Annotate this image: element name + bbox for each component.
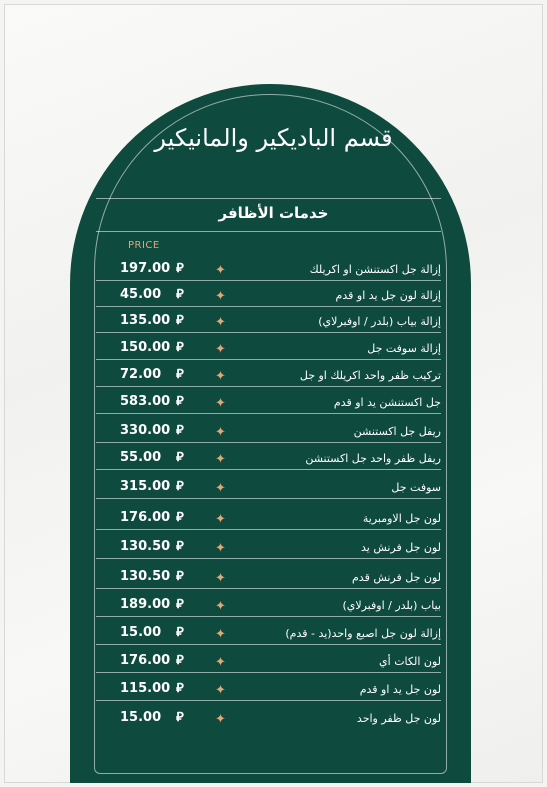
riyal-currency-icon: ⃁ <box>176 681 183 696</box>
service-name: إزالة بياب (بلدر / اوفبرلاي) <box>318 315 441 328</box>
riyal-currency-icon: ⃁ <box>176 287 183 302</box>
service-name: ريفل جل اكستنشن <box>353 425 441 438</box>
sparkle-bullet-icon: ✦ <box>215 481 226 496</box>
service-price: 150.00 <box>120 340 171 355</box>
service-name: جل اكستنشن يد او قدم <box>333 396 441 409</box>
sparkle-bullet-icon: ✦ <box>215 425 226 440</box>
service-row <box>96 414 441 443</box>
riyal-currency-icon: ⃁ <box>176 510 183 525</box>
service-price: 330.00 <box>120 423 171 438</box>
riyal-currency-icon: ⃁ <box>176 367 183 382</box>
sparkle-bullet-icon: ✦ <box>215 512 226 527</box>
service-row <box>96 617 441 645</box>
service-row <box>96 559 441 589</box>
service-row <box>96 701 441 729</box>
service-price: 130.50 <box>120 569 171 584</box>
sparkle-bullet-icon: ✦ <box>215 683 226 698</box>
riyal-currency-icon: ⃁ <box>176 423 183 438</box>
service-price: 15.00 <box>120 625 162 640</box>
service-name: ريفل ظفر واحد جل اكستنشن <box>305 452 441 465</box>
sparkle-bullet-icon: ✦ <box>215 655 226 670</box>
sparkle-bullet-icon: ✦ <box>215 452 226 467</box>
service-price: 315.00 <box>120 479 171 494</box>
service-price: 189.00 <box>120 597 171 612</box>
service-name: لون جل يد او قدم <box>359 683 441 696</box>
service-price: 135.00 <box>120 313 171 328</box>
service-row <box>96 281 441 307</box>
service-name: إزالة جل اكستنشن او اكريلك <box>309 263 441 276</box>
service-price: 45.00 <box>120 287 162 302</box>
service-price: 72.00 <box>120 367 162 382</box>
service-row <box>96 470 441 499</box>
sparkle-bullet-icon: ✦ <box>215 342 226 357</box>
service-name: سوفت جل <box>391 481 441 494</box>
sparkle-bullet-icon: ✦ <box>215 396 226 411</box>
service-row <box>96 589 441 617</box>
service-price: 583.00 <box>120 394 171 409</box>
sparkle-bullet-icon: ✦ <box>215 599 226 614</box>
riyal-currency-icon: ⃁ <box>176 569 183 584</box>
riyal-currency-icon: ⃁ <box>176 625 183 640</box>
service-price: 115.00 <box>120 681 171 696</box>
service-price: 176.00 <box>120 510 171 525</box>
section-title: خدمات الأظافر <box>218 204 329 222</box>
service-row <box>96 443 441 470</box>
sparkle-bullet-icon: ✦ <box>215 315 226 330</box>
sparkle-bullet-icon: ✦ <box>215 627 226 642</box>
service-name: بياب (بلدر / اوفبرلاي) <box>342 599 441 612</box>
service-row <box>96 530 441 559</box>
service-row <box>96 360 441 387</box>
service-name: لون جل الاومبرية <box>362 512 441 525</box>
riyal-currency-icon: ⃁ <box>176 710 183 725</box>
service-name: إزالة لون جل اصبع واحد(يد - قدم) <box>285 627 441 640</box>
service-name: لون جل ظفر واحد <box>356 712 441 725</box>
service-name: لون جل فرنش قدم <box>352 571 441 584</box>
service-price: 197.00 <box>120 261 171 276</box>
service-row <box>96 256 441 281</box>
sparkle-bullet-icon: ✦ <box>215 289 226 304</box>
riyal-currency-icon: ⃁ <box>176 261 183 276</box>
sparkle-bullet-icon: ✦ <box>215 571 226 586</box>
riyal-currency-icon: ⃁ <box>176 653 183 668</box>
service-row <box>96 645 441 673</box>
service-price: 55.00 <box>120 450 162 465</box>
sparkle-bullet-icon: ✦ <box>215 541 226 556</box>
price-column-header: PRICE <box>128 240 160 251</box>
service-row <box>96 333 441 360</box>
services-list <box>96 256 441 729</box>
service-name: إزالة سوفت جل <box>367 342 441 355</box>
sparkle-bullet-icon: ✦ <box>215 369 226 384</box>
service-name: لون جل فرنش يد <box>361 541 441 554</box>
service-price: 176.00 <box>120 653 171 668</box>
riyal-currency-icon: ⃁ <box>176 394 183 409</box>
service-row <box>96 673 441 701</box>
riyal-currency-icon: ⃁ <box>176 340 183 355</box>
sparkle-bullet-icon: ✦ <box>215 263 226 278</box>
service-name: تركيب ظفر واحد اكريلك او جل <box>299 369 441 382</box>
riyal-currency-icon: ⃁ <box>176 479 183 494</box>
riyal-currency-icon: ⃁ <box>176 597 183 612</box>
sparkle-bullet-icon: ✦ <box>215 712 226 727</box>
riyal-currency-icon: ⃁ <box>176 450 183 465</box>
service-row <box>96 307 441 333</box>
service-row <box>96 499 441 530</box>
service-name: إزالة لون جل يد او قدم <box>335 289 441 302</box>
riyal-currency-icon: ⃁ <box>176 313 183 328</box>
service-price: 130.50 <box>120 539 171 554</box>
service-row <box>96 387 441 414</box>
riyal-currency-icon: ⃁ <box>176 539 183 554</box>
page-title: قسم الباديكير والمانيكير <box>154 124 393 152</box>
service-price: 15.00 <box>120 710 162 725</box>
service-name: لون الكات أي <box>379 655 441 668</box>
